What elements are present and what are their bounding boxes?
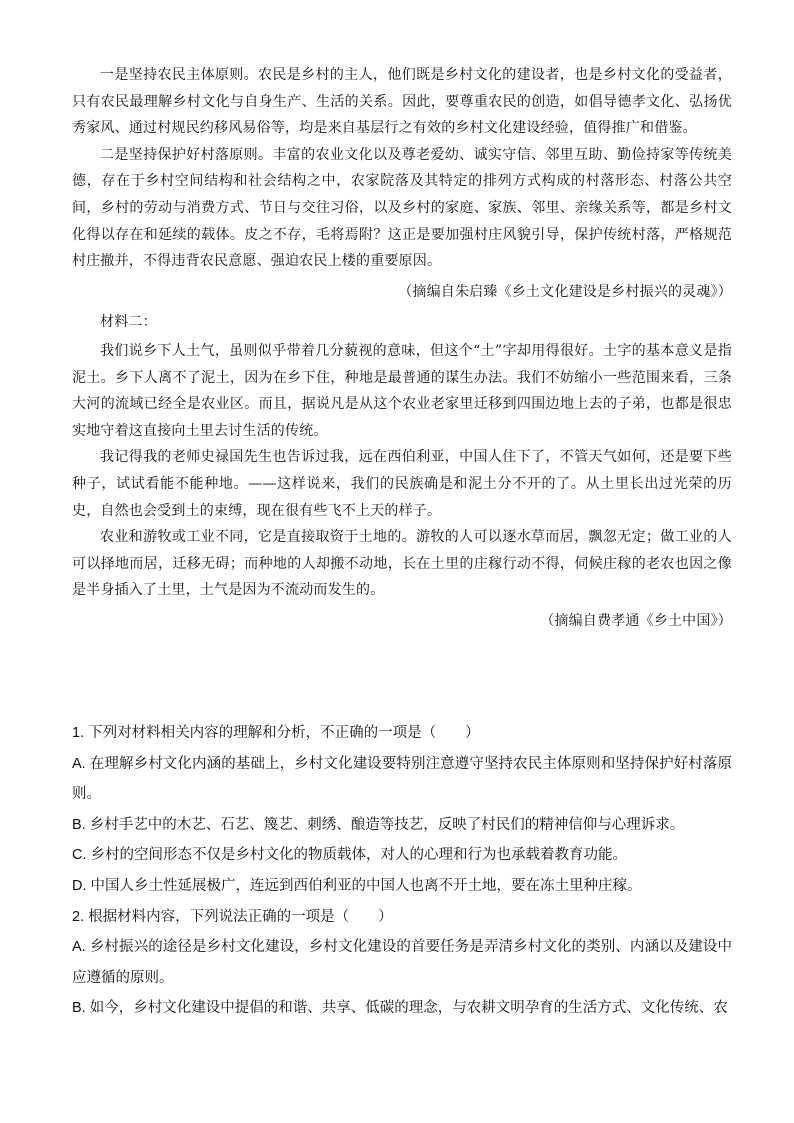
material1-paragraph-1: 一是坚持农民主体原则。农民是乡村的主人，他们既是乡村文化的建设者，也是乡村文化的受益者，只有农民最理解乡村文化与自身生产、生活的关系。因此，要尊重农民的创造，如倡导德孝文化、弘扬优秀家风、通过村规民约移风易俗等，均是来自基层行之有效的乡村文化建设经验，值得推广和借鉴。	[72, 67, 732, 137]
reading-material	[72, 62, 732, 638]
question-section	[72, 718, 732, 1024]
question-1-option-a: A. 在理解乡村文化内涵的基础上，乡村文化建设要特别注意遵守坚持农民主体原则和坚持保护好村落原则。	[72, 755, 732, 803]
material1-paragraph-2: 二是坚持保护好村落原则。丰富的农业文化以及尊老爱幼、诚实守信、邻里互助、勤俭持家等传统美德，存在于乡村空间结构和社会结构之中，农家院落及其特定的排列方式构成的村落形态、村落公共空间，乡村的劳动与消费方式、节日与交往习俗，以及乡村的家庭、家族、邻里、亲缘关系等，都是乡村文化得以存在和延续的载体。皮之不存，毛将焉附？这正是要加强村庄风貌引导，保护传统村落，严格规范村庄撤并，不得违背农民意愿、强迫农民上楼的重要原因。	[72, 146, 732, 270]
material2-paragraph-1: 我们说乡下人土气，虽则似乎带着几分藐视的意味，但这个“土”字却用得很好。土字的基本意义是指泥土。乡下人离不了泥土，因为在乡下住，种地是最普通的谋生办法。我们不妨缩小一些范围来看，三条大河的流域已经全是农业区。而且，据说凡是从这个农业老家里迁移到四围边地上去的子弟，也都是很忠实地守着这直接向土里去讨生活的传统。	[72, 342, 732, 439]
material2-heading: 材料二：	[100, 314, 157, 331]
question-1-option-b: B. 乡村手艺中的木艺、石艺、篾艺、刺绣、酿造等技艺，反映了村民们的精神信仰与心理诉求。	[72, 816, 685, 833]
material1-source: （摘编自朱启臻《乡土文化建设是乡村振兴的灵魂》）	[398, 283, 732, 300]
question-1-option-d: D. 中国人乡土性延展极广，连远到西伯利亚的中国人也离不开土地，要在冻土里种庄稼。	[72, 877, 642, 894]
question-2-option-b: B. 如今，乡村文化建设中提倡的和谐、共享、低碳的理念，与农耕文明孕育的生活方式、文化传统、农	[72, 1000, 728, 1017]
question-1-stem: 1. 下列对材料相关内容的理解和分析，不正确的一项是（ ）	[72, 725, 480, 741]
question-2-option-a: A. 乡村振兴的途径是乡村文化建设，乡村文化建设的首要任务是弄清乡村文化的类别、内涵以及建设中应遵循的原则。	[72, 939, 732, 986]
question-1-option-c: C. 乡村的空间形态不仅是乡村文化的物质载体，对人的心理和行为也承载着教育功能。	[72, 847, 628, 864]
question-2-stem: 2. 根据材料内容，下列说法正确的一项是（ ）	[72, 908, 393, 925]
material2-paragraph-2: 我记得我的老师史禄国先生也告诉过我，远在西伯利亚，中国人住下了，不管天气如何，还是要下些种子，试试看能不能种地。——这样说来，我们的民族确是和泥土分不开的了。从土里长出过光荣的历史，自然也会受到土的束缚，现在很有些飞不上天的样子。	[72, 449, 732, 519]
material2-paragraph-3: 农业和游牧或工业不同，它是直接取资于土地的。游牧的人可以逐水草而居，飘忽无定；做工业的人可以择地而居，迁移无碍；而种地的人却搬不动地，长在土里的庄稼行动不得，伺候庄稼的老农也因之像是半身插入了土里，土气是因为不流动而发生的。	[72, 529, 732, 599]
material2-source: （摘编自费孝通《乡土中国》）	[540, 612, 732, 629]
